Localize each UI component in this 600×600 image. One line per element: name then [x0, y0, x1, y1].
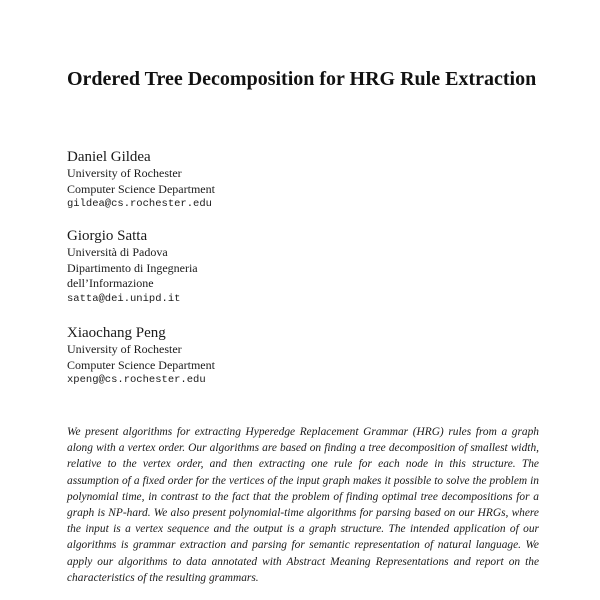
- abstract-text: We present algorithms for extracting Hyperedge Replacement Grammar (HRG) rules from a graph along with a vertex order. Our algorithms are based on finding a tree decomposition of smallest width, relative to the vertex order, and then extracting one rule for each node in this structure. The assumption of a fixed order for the vertices of the input graph makes it possible to solve the problem in polynomial time, in contrast to the fact that the problem of finding optimal tree decompositions for a graph is NP-hard. We also present polynomial-time algorithms for parsing based on our HRGs, where the input is a vertex sequence and the output is a graph structure. The intended application of our algorithms is grammar extraction and parsing for semantic representation of natural language. We apply our algorithms to data annotated with Abstract Meaning Representations and report on the characteristics of the resulting grammars.: [67, 426, 539, 584]
- author-name: Daniel Gildea: [67, 149, 151, 165]
- author-affiliation-line: Computer Science Department: [67, 181, 215, 196]
- author-name: Xiaochang Peng: [67, 325, 166, 341]
- author-block: [67, 324, 467, 389]
- author-affiliation-line: University of Rochester: [67, 342, 182, 356]
- author-affiliation-line: Università di Padova: [67, 245, 168, 259]
- author-block: [67, 227, 467, 307]
- author-affiliation-line: Dipartimento di Ingegneria: [67, 260, 198, 275]
- author-email: xpeng@cs.rochester.edu: [67, 374, 206, 386]
- author-affiliation-line: Computer Science Department: [67, 357, 215, 372]
- author-name: Giorgio Satta: [67, 228, 148, 244]
- author-block: [67, 148, 467, 213]
- author-affiliation-line: University of Rochester: [67, 166, 182, 180]
- author-email: satta@dei.unipd.it: [67, 292, 181, 305]
- author-email: gildea@cs.rochester.edu: [67, 198, 212, 210]
- author-affiliation-line: dell’Informazione: [67, 276, 154, 290]
- paper-title: Ordered Tree Decomposition for HRG Rule Extraction: [67, 68, 537, 90]
